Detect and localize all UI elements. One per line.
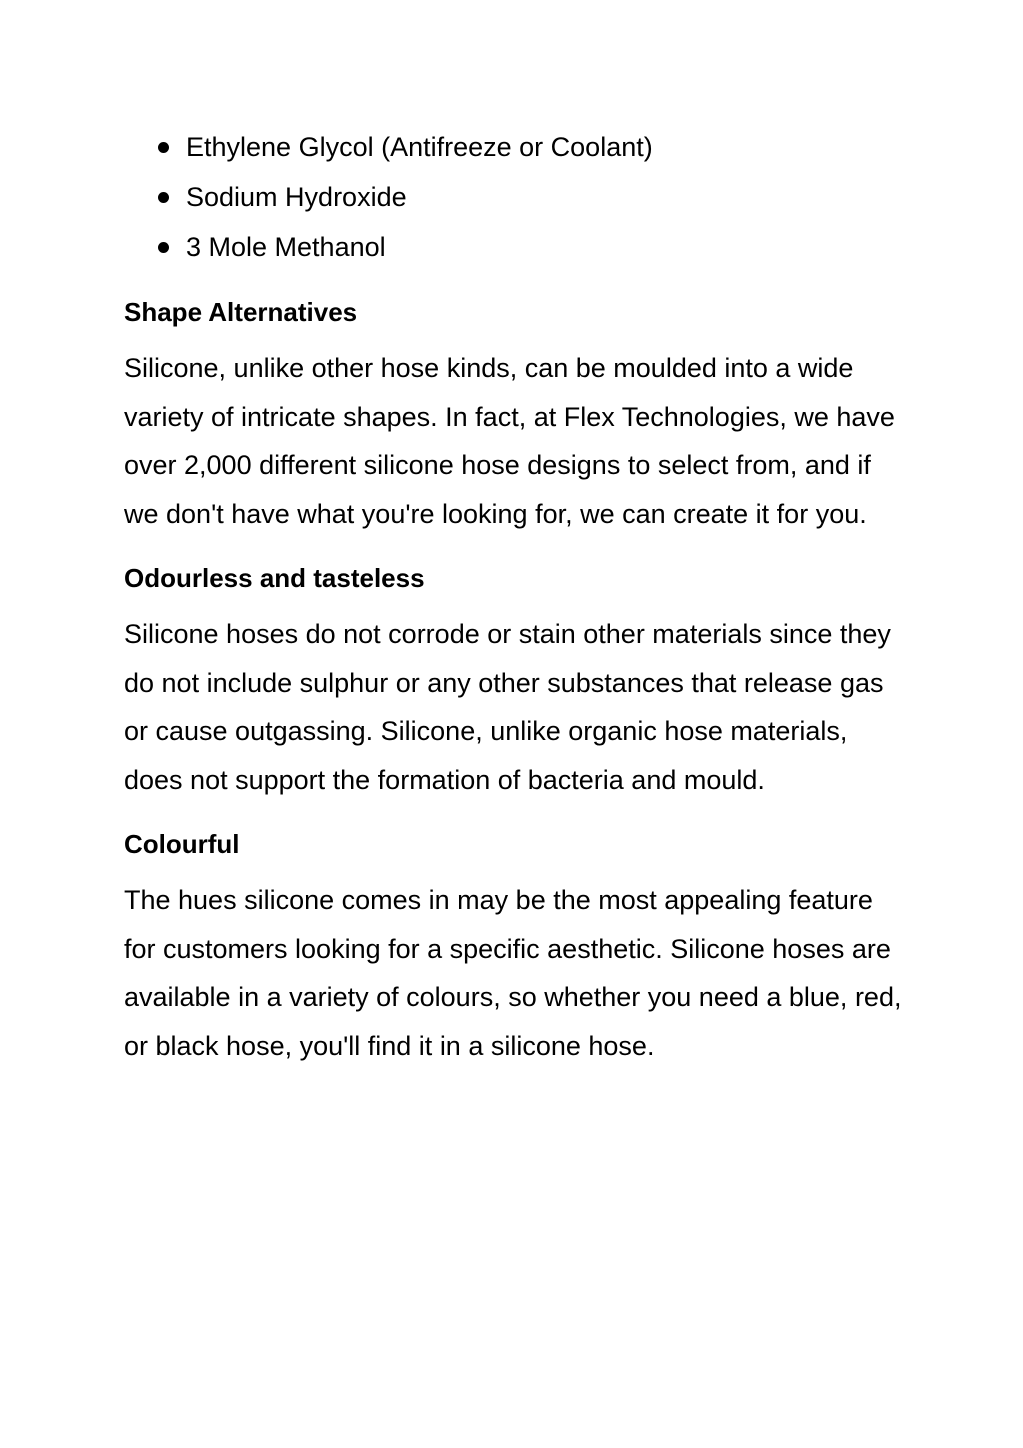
list-item-text: Sodium Hydroxide [186,182,407,212]
list-item [156,222,904,272]
section-heading-shape-alternatives: Shape Alternatives [124,297,358,327]
section-body-odourless: Silicone hoses do not corrode or stain other materials since they do not include sulphur or any other substances that release gas or cause outgassing. Silicone, unlike organic hose materials, does not support the formation of bacteria and mould. [124,619,891,795]
section-heading-colourful: Colourful [124,829,240,859]
section-body-colourful: The hues silicone comes in may be the most appealing feature for customers looking for a specific aesthetic. Silicone hoses are available in a variety of colours, so whether you need a blue, red, or black hose, you'll find it in a silicone hose. [124,885,902,1061]
list-item [156,122,904,172]
document-page [124,122,904,1070]
chemical-bullet-list [156,122,904,272]
list-item-text: Ethylene Glycol (Antifreeze or Coolant) [186,132,653,162]
section-heading-odourless: Odourless and tasteless [124,563,425,593]
bullet-icon [158,242,169,253]
bullet-icon [158,192,169,203]
section-body-shape-alternatives: Silicone, unlike other hose kinds, can be moulded into a wide variety of intricate shapes. In fact, at Flex Technologies, we have over 2,000 different silicone hose designs to select from, and if we don't have what you're looking for, we can create it for you. [124,353,895,529]
list-item [156,172,904,222]
bullet-icon [158,142,169,153]
list-item-text: 3 Mole Methanol [186,232,386,262]
